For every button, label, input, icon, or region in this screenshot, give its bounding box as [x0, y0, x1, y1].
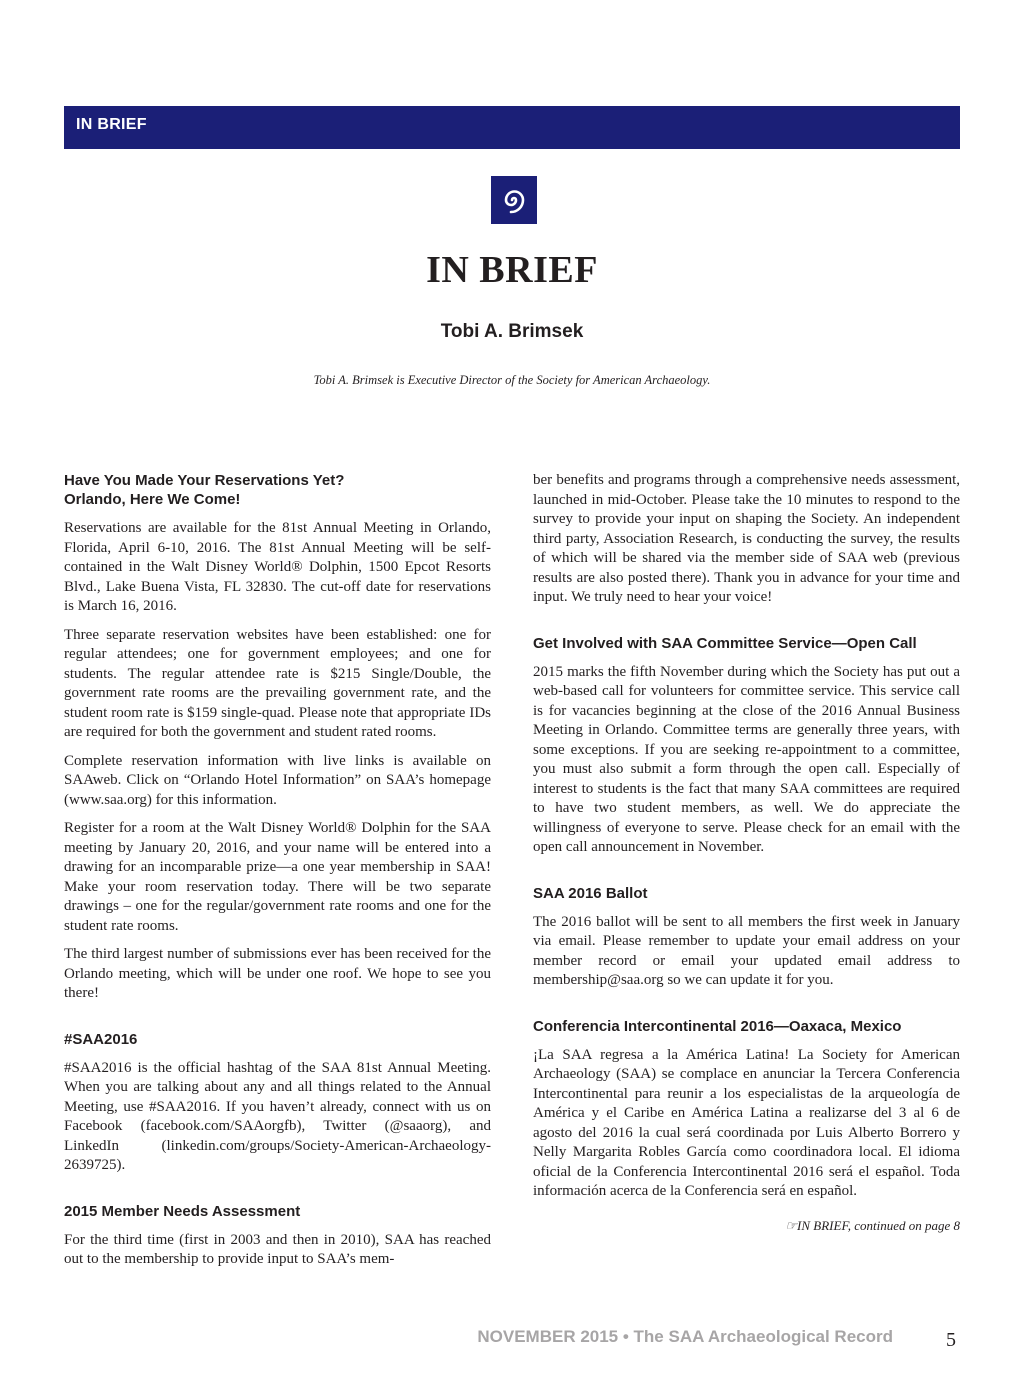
hashtag-heading: #SAA2016 [64, 1030, 138, 1048]
reservations-paragraph-4: Register for a room at the Walt Disney World® Dolphin for the SAA meeting by January 20, 2016, and your name will be entered into a drawing for an incomparable prize—a one year membership in SAA! Make your room reservation today. There will be two separate drawings – one for the regular/government rate rooms and one for the student rate rooms. [64, 820, 491, 934]
committee-service-heading: Get Involved with SAA Committee Service—Open Call [533, 634, 917, 652]
left-column [64, 471, 491, 1279]
reservations-paragraph-3: Complete reservation information with live links is available on SAAweb. Click on “Orlando Hotel Information” on SAA’s homepage (www.saa.org) for this information. [64, 752, 491, 808]
hashtag-paragraph: #SAA2016 is the official hashtag of the SAA 81st Annual Meeting. When you are talking about any and all things related to the Annual Meeting, use #SAA2016. If you haven’t already, connect with us on Facebook (facebook.com/SAAorgfb), Twitter (@saaorg), and LinkedIn (linkedin.com/groups/Society-American-Archaeology-2639725). [64, 1059, 491, 1173]
reservations-heading-line1: Have You Made Your Reservations Yet? [64, 472, 345, 489]
continued-note: ☞IN BRIEF, continued on page 8 [785, 1217, 960, 1233]
author-affiliation: Tobi A. Brimsek is Executive Director of the Society for American Archaeology. [313, 373, 711, 387]
right-column [533, 471, 960, 1234]
needs-assessment-paragraph-continued: ber benefits and programs through a comprehensive needs assessment, launched in mid-October. Please take the 10 minutes to respond to the survey to provide your input on shaping the Society. An independent third party, Association Research, is conducting the survey, the results of which will be shared via the member side of SAA web (previous results are also posted there). Thank you in advance for your time and input. We truly need to hear your voice! [533, 472, 960, 605]
reservations-paragraph-1: Reservations are available for the 81st Annual Meeting in Orlando, Florida, April 6-10, 2016. The 81st Annual Meeting will be self-contained in the Walt Disney World® Dolphin, 1500 Epcot Resorts Blvd., Lake Buena Vista, FL 32830. The cut-off date for reservations is March 16, 2016. [64, 520, 491, 614]
conferencia-heading: Conferencia Intercontinental 2016—Oaxaca, Mexico [533, 1017, 902, 1035]
section-banner [64, 106, 960, 149]
needs-assessment-heading: 2015 Member Needs Assessment [64, 1202, 301, 1220]
article-author: Tobi A. Brimsek [440, 321, 584, 342]
running-footer: NOVEMBER 2015 • The SAA Archaeological Record [477, 1327, 893, 1346]
ballot-heading: SAA 2016 Ballot [533, 884, 648, 902]
spiral-logo-icon [491, 176, 537, 224]
reservations-heading [64, 471, 491, 509]
committee-service-paragraph: 2015 marks the fifth November during which the Society has put out a web-based call for volunteers for committee service. This service call is for vacancies beginning at the close of the 2016 Annual Business Meeting in Orlando. Committee terms are generally three years, with some exceptions. If you are seeking re-appointment to a committee, you must also submit a form through the open call. Especially of interest to students is the fact that many SAA committees are required to have two student members, as well. We do appreciate the willingness of everyone to serve. Please check for an email with the open call announcement in November. [533, 663, 960, 855]
needs-assessment-paragraph: For the third time (first in 2003 and then in 2010), SAA has reached out to the membership to provide input to SAA’s mem- [64, 1231, 491, 1267]
reservations-paragraph-5: The third largest number of submissions ever has been received for the Orlando meeting, which will be under one roof. We hope to see you there! [64, 946, 491, 1001]
conferencia-paragraph: ¡La SAA regresa a la América Latina! La Society for American Archaeology (SAA) se complace en anunciar la Tercera Conferencia Intercontinental para reunir a los especialistas de la arqueología de América y el Caribe en América Latina a realizarse del 3 al 6 de agosto del 2016 la cual será coordinada por Luis Alberto Borrero y Nelly Margarita Robles García como coordinadora local. El idioma oficial de la Conferencia Intercontinental 2016 será el español. Toda información acerca de la Conferencia será en español. [533, 1046, 960, 1199]
ballot-paragraph: The 2016 ballot will be sent to all members the first week in January via email. Please remember to update your email address on your member record or email your updated email address to membership@saa.org so we can update it for you. [533, 913, 960, 988]
banner-label: IN BRIEF [76, 116, 147, 133]
article-title: IN BRIEF [426, 249, 598, 291]
page-number: 5 [946, 1329, 956, 1351]
reservations-heading-line2: Orlando, Here We Come! [64, 491, 241, 508]
reservations-paragraph-2: Three separate reservation websites have been established: one for regular attendees; one for government employees; and one for students. The regular attendee rate is $215 Single/Double, the government rate rooms are the prevailing government rate, and the student room rate is $159 single-quad. Please note that appropriate IDs are required for both the government and student rated rooms. [64, 626, 491, 740]
